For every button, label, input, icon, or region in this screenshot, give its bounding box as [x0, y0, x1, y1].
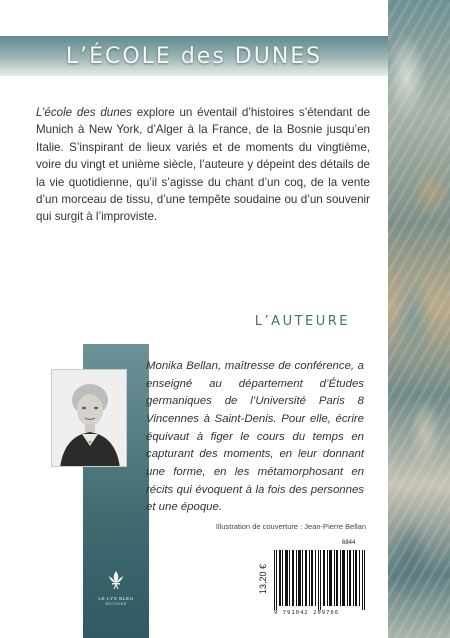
publisher-sub: ÉDITIONS — [105, 602, 127, 606]
author-heading: L’AUTEURE — [254, 314, 350, 329]
publisher-logo — [96, 570, 136, 620]
lily-icon — [106, 570, 126, 590]
book-title: L’ÉCOLE des DUNES — [65, 44, 323, 69]
summary-book-title: L’école des dunes — [36, 106, 132, 119]
painting-texture — [388, 0, 450, 638]
illustration-credit: Illustration de couverture : Jean-Pierre Bellan — [215, 522, 366, 531]
publisher-name: LE LYS BLEU — [98, 597, 134, 602]
portrait-illustration — [52, 370, 127, 467]
author-portrait — [51, 369, 127, 467]
author-bio: Monika Bellan, maîtresse de conférence, a enseigné au département d’Études germaniques de l’Université Paris 8 Vincennes à Saint-Denis. Pour elle, écrire équivaut à figer le cours du temps en capturant des moments, en leur donnant une forme, en les métamorphosant en récits qui évoquent à la fois des personnes et une époque. — [146, 360, 364, 514]
barcode-bars — [274, 550, 366, 610]
isbn-digits: 9 791042 209766 — [274, 610, 340, 616]
barcode-block — [256, 538, 368, 622]
cover-painting-band — [388, 0, 450, 638]
summary-text: explore un éventail d’histoires s’étendant de Munich à New York, d’Alger à la France, de la Bosnie jusqu’en Italie. S’inspirant de lieux variés et de moments du vingtième, voire du vingt et unième siècle, l’auteure y dépeint des détails de la vie quotidienne, qu’il s’agisse du chant d’un coq, de la vente d’un morceau de tissu, d’une tempête soudaine ou d’un souvenir qui surgit à l’improviste. — [36, 106, 370, 224]
product-code: 6844 — [342, 540, 356, 546]
price-label: 13,20 € — [258, 563, 268, 595]
book-summary — [36, 104, 370, 226]
